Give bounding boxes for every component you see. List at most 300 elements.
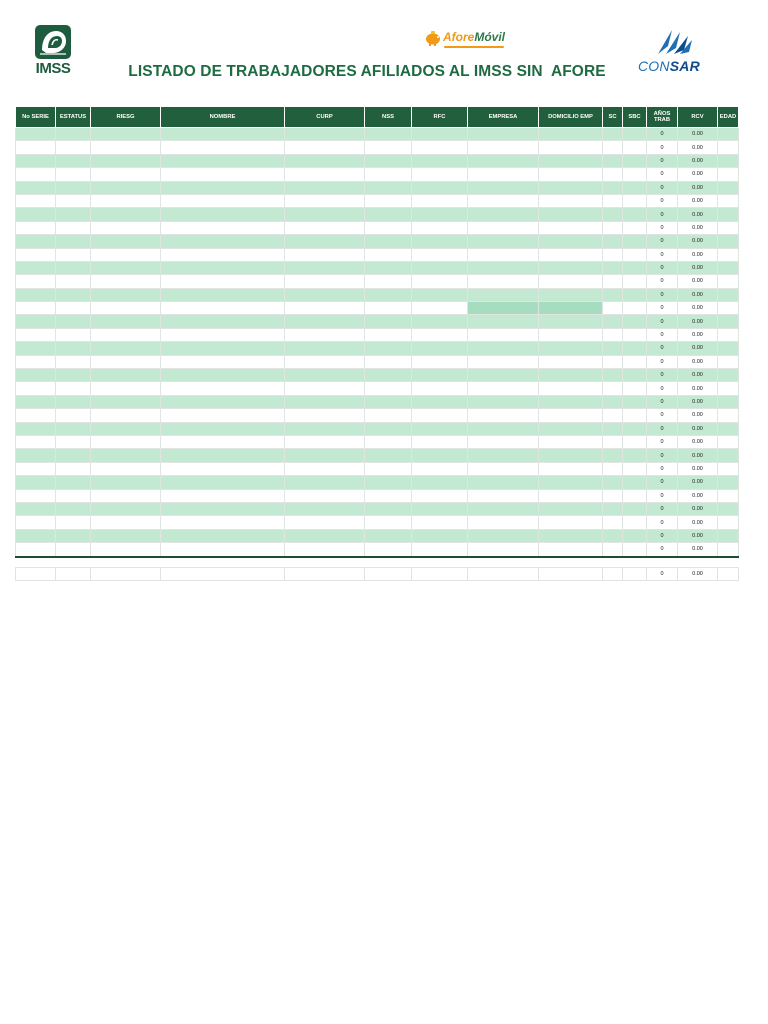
cell-rfc[interactable] <box>412 395 468 408</box>
cell-edad[interactable] <box>718 261 739 274</box>
cell-domicilio-emp[interactable] <box>539 221 603 234</box>
cell-no-serie[interactable] <box>16 141 56 154</box>
cell-empresa[interactable] <box>468 409 539 422</box>
cell-nss[interactable] <box>365 476 412 489</box>
cell-rcv[interactable]: 0.00 <box>678 462 718 475</box>
cell-domicilio-emp[interactable] <box>539 235 603 248</box>
cell-nombre[interactable] <box>161 181 285 194</box>
cell-sbc[interactable] <box>623 543 647 557</box>
cell-curp[interactable] <box>285 261 365 274</box>
cell-sbc[interactable] <box>623 154 647 167</box>
cell-no-serie[interactable] <box>16 328 56 341</box>
cell-nombre[interactable] <box>161 409 285 422</box>
cell-rfc[interactable] <box>412 154 468 167</box>
cell-no-serie[interactable] <box>16 395 56 408</box>
cell-riesg[interactable] <box>91 449 161 462</box>
cell-sbc[interactable] <box>623 502 647 515</box>
cell-no-serie[interactable] <box>16 275 56 288</box>
cell-riesg[interactable] <box>91 181 161 194</box>
cell-rcv[interactable]: 0.00 <box>678 181 718 194</box>
cell-sc[interactable] <box>603 221 623 234</box>
cell-edad[interactable] <box>718 355 739 368</box>
cell-sc[interactable] <box>603 261 623 274</box>
cell-curp[interactable] <box>285 302 365 315</box>
cell-riesg[interactable] <box>91 328 161 341</box>
cell-no-serie[interactable] <box>16 248 56 261</box>
cell-no-serie[interactable] <box>16 302 56 315</box>
cell-sc[interactable] <box>603 409 623 422</box>
cell-estatus[interactable] <box>56 194 91 207</box>
column-header-sbc[interactable]: SBC <box>623 107 647 128</box>
cell-curp[interactable] <box>285 128 365 141</box>
cell-empresa[interactable] <box>468 435 539 448</box>
cell-sc[interactable] <box>603 275 623 288</box>
cell-nss[interactable] <box>365 502 412 515</box>
cell-edad[interactable] <box>718 369 739 382</box>
cell-rcv[interactable]: 0.00 <box>678 194 718 207</box>
cell-empresa[interactable] <box>468 449 539 462</box>
cell-nss[interactable] <box>365 181 412 194</box>
cell-estatus[interactable] <box>56 489 91 502</box>
cell-empresa[interactable] <box>468 128 539 141</box>
cell-anos-trab[interactable]: 0 <box>647 181 678 194</box>
cell-domicilio-emp[interactable] <box>539 409 603 422</box>
cell-nss[interactable] <box>365 128 412 141</box>
cell-estatus[interactable] <box>56 382 91 395</box>
cell-sc[interactable] <box>603 168 623 181</box>
cell-riesg[interactable] <box>91 395 161 408</box>
cell-sbc[interactable] <box>623 315 647 328</box>
cell-empresa[interactable] <box>468 315 539 328</box>
cell-domicilio-emp[interactable] <box>539 502 603 515</box>
cell-estatus[interactable] <box>56 342 91 355</box>
cell-curp[interactable] <box>285 382 365 395</box>
cell-no-serie[interactable] <box>16 261 56 274</box>
cell-edad[interactable] <box>718 502 739 515</box>
cell-rfc[interactable] <box>412 369 468 382</box>
cell-edad[interactable] <box>718 543 739 557</box>
summary-cell[interactable] <box>623 568 647 581</box>
cell-estatus[interactable] <box>56 435 91 448</box>
cell-empresa[interactable] <box>468 235 539 248</box>
cell-estatus[interactable] <box>56 355 91 368</box>
cell-anos-trab[interactable]: 0 <box>647 342 678 355</box>
cell-nss[interactable] <box>365 248 412 261</box>
cell-rcv[interactable]: 0.00 <box>678 529 718 542</box>
cell-rfc[interactable] <box>412 489 468 502</box>
cell-sc[interactable] <box>603 315 623 328</box>
cell-nombre[interactable] <box>161 529 285 542</box>
cell-rcv[interactable]: 0.00 <box>678 382 718 395</box>
summary-cell[interactable] <box>539 568 603 581</box>
cell-estatus[interactable] <box>56 328 91 341</box>
cell-domicilio-emp[interactable] <box>539 302 603 315</box>
cell-nss[interactable] <box>365 355 412 368</box>
cell-anos-trab[interactable]: 0 <box>647 462 678 475</box>
cell-rfc[interactable] <box>412 409 468 422</box>
cell-no-serie[interactable] <box>16 462 56 475</box>
cell-empresa[interactable] <box>468 422 539 435</box>
cell-sbc[interactable] <box>623 342 647 355</box>
cell-rcv[interactable]: 0.00 <box>678 422 718 435</box>
cell-rfc[interactable] <box>412 342 468 355</box>
cell-nss[interactable] <box>365 261 412 274</box>
cell-sc[interactable] <box>603 516 623 529</box>
cell-nombre[interactable] <box>161 476 285 489</box>
cell-nss[interactable] <box>365 288 412 301</box>
cell-empresa[interactable] <box>468 328 539 341</box>
cell-rcv[interactable]: 0.00 <box>678 395 718 408</box>
cell-curp[interactable] <box>285 355 365 368</box>
column-header-estatus[interactable]: ESTATUS <box>56 107 91 128</box>
cell-nombre[interactable] <box>161 141 285 154</box>
cell-edad[interactable] <box>718 194 739 207</box>
cell-anos-trab[interactable]: 0 <box>647 489 678 502</box>
cell-rcv[interactable]: 0.00 <box>678 235 718 248</box>
cell-riesg[interactable] <box>91 409 161 422</box>
cell-nombre[interactable] <box>161 502 285 515</box>
cell-no-serie[interactable] <box>16 221 56 234</box>
cell-estatus[interactable] <box>56 315 91 328</box>
column-header-edad[interactable]: EDAD <box>718 107 739 128</box>
cell-domicilio-emp[interactable] <box>539 382 603 395</box>
cell-no-serie[interactable] <box>16 502 56 515</box>
cell-anos-trab[interactable]: 0 <box>647 422 678 435</box>
cell-no-serie[interactable] <box>16 422 56 435</box>
cell-estatus[interactable] <box>56 221 91 234</box>
cell-rcv[interactable]: 0.00 <box>678 342 718 355</box>
cell-rfc[interactable] <box>412 128 468 141</box>
column-header-riesg[interactable]: RIESG <box>91 107 161 128</box>
cell-sc[interactable] <box>603 382 623 395</box>
cell-edad[interactable] <box>718 409 739 422</box>
cell-nombre[interactable] <box>161 154 285 167</box>
cell-riesg[interactable] <box>91 369 161 382</box>
cell-domicilio-emp[interactable] <box>539 141 603 154</box>
cell-nss[interactable] <box>365 275 412 288</box>
cell-empresa[interactable] <box>468 302 539 315</box>
cell-riesg[interactable] <box>91 489 161 502</box>
cell-empresa[interactable] <box>468 288 539 301</box>
cell-estatus[interactable] <box>56 275 91 288</box>
cell-edad[interactable] <box>718 141 739 154</box>
cell-sc[interactable] <box>603 355 623 368</box>
cell-sbc[interactable] <box>623 275 647 288</box>
cell-rfc[interactable] <box>412 355 468 368</box>
cell-sc[interactable] <box>603 141 623 154</box>
cell-sc[interactable] <box>603 369 623 382</box>
cell-empresa[interactable] <box>468 275 539 288</box>
cell-nombre[interactable] <box>161 235 285 248</box>
cell-sc[interactable] <box>603 288 623 301</box>
cell-curp[interactable] <box>285 409 365 422</box>
cell-domicilio-emp[interactable] <box>539 516 603 529</box>
cell-rfc[interactable] <box>412 275 468 288</box>
cell-nss[interactable] <box>365 221 412 234</box>
cell-anos-trab[interactable]: 0 <box>647 382 678 395</box>
cell-empresa[interactable] <box>468 194 539 207</box>
cell-curp[interactable] <box>285 141 365 154</box>
cell-curp[interactable] <box>285 208 365 221</box>
cell-edad[interactable] <box>718 248 739 261</box>
cell-sbc[interactable] <box>623 141 647 154</box>
cell-sbc[interactable] <box>623 261 647 274</box>
cell-edad[interactable] <box>718 181 739 194</box>
cell-rfc[interactable] <box>412 435 468 448</box>
cell-no-serie[interactable] <box>16 288 56 301</box>
column-header-no-serie[interactable]: No SERIE <box>16 107 56 128</box>
cell-domicilio-emp[interactable] <box>539 181 603 194</box>
cell-edad[interactable] <box>718 168 739 181</box>
cell-anos-trab[interactable]: 0 <box>647 543 678 557</box>
cell-riesg[interactable] <box>91 235 161 248</box>
cell-anos-trab[interactable]: 0 <box>647 355 678 368</box>
cell-riesg[interactable] <box>91 315 161 328</box>
cell-domicilio-emp[interactable] <box>539 315 603 328</box>
cell-empresa[interactable] <box>468 141 539 154</box>
cell-no-serie[interactable] <box>16 476 56 489</box>
cell-sc[interactable] <box>603 489 623 502</box>
cell-empresa[interactable] <box>468 221 539 234</box>
cell-curp[interactable] <box>285 476 365 489</box>
cell-anos-trab[interactable]: 0 <box>647 235 678 248</box>
cell-nss[interactable] <box>365 529 412 542</box>
cell-domicilio-emp[interactable] <box>539 328 603 341</box>
cell-rcv[interactable]: 0.00 <box>678 449 718 462</box>
cell-riesg[interactable] <box>91 194 161 207</box>
cell-rcv[interactable]: 0.00 <box>678 288 718 301</box>
cell-nombre[interactable] <box>161 128 285 141</box>
cell-anos-trab[interactable]: 0 <box>647 208 678 221</box>
cell-anos-trab[interactable]: 0 <box>647 502 678 515</box>
cell-curp[interactable] <box>285 489 365 502</box>
cell-rcv[interactable]: 0.00 <box>678 489 718 502</box>
cell-sc[interactable] <box>603 502 623 515</box>
cell-domicilio-emp[interactable] <box>539 369 603 382</box>
column-header-nombre[interactable]: NOMBRE <box>161 107 285 128</box>
cell-no-serie[interactable] <box>16 435 56 448</box>
cell-sc[interactable] <box>603 543 623 557</box>
cell-curp[interactable] <box>285 194 365 207</box>
cell-sbc[interactable] <box>623 462 647 475</box>
cell-estatus[interactable] <box>56 261 91 274</box>
cell-empresa[interactable] <box>468 154 539 167</box>
cell-rcv[interactable]: 0.00 <box>678 328 718 341</box>
cell-domicilio-emp[interactable] <box>539 128 603 141</box>
cell-no-serie[interactable] <box>16 543 56 557</box>
column-header-nss[interactable]: NSS <box>365 107 412 128</box>
cell-anos-trab[interactable]: 0 <box>647 248 678 261</box>
cell-edad[interactable] <box>718 302 739 315</box>
cell-nss[interactable] <box>365 168 412 181</box>
cell-domicilio-emp[interactable] <box>539 489 603 502</box>
cell-edad[interactable] <box>718 128 739 141</box>
cell-edad[interactable] <box>718 476 739 489</box>
cell-nombre[interactable] <box>161 288 285 301</box>
cell-anos-trab[interactable]: 0 <box>647 288 678 301</box>
cell-edad[interactable] <box>718 288 739 301</box>
cell-curp[interactable] <box>285 221 365 234</box>
cell-domicilio-emp[interactable] <box>539 261 603 274</box>
cell-rfc[interactable] <box>412 543 468 557</box>
cell-sbc[interactable] <box>623 382 647 395</box>
cell-empresa[interactable] <box>468 208 539 221</box>
summary-cell[interactable] <box>468 568 539 581</box>
cell-nombre[interactable] <box>161 261 285 274</box>
cell-nss[interactable] <box>365 516 412 529</box>
cell-no-serie[interactable] <box>16 168 56 181</box>
cell-nombre[interactable] <box>161 328 285 341</box>
cell-no-serie[interactable] <box>16 154 56 167</box>
cell-nombre[interactable] <box>161 516 285 529</box>
cell-anos-trab[interactable]: 0 <box>647 302 678 315</box>
cell-curp[interactable] <box>285 248 365 261</box>
cell-sbc[interactable] <box>623 221 647 234</box>
cell-empresa[interactable] <box>468 462 539 475</box>
cell-curp[interactable] <box>285 342 365 355</box>
cell-domicilio-emp[interactable] <box>539 275 603 288</box>
cell-nombre[interactable] <box>161 369 285 382</box>
cell-rcv[interactable]: 0.00 <box>678 315 718 328</box>
column-header-domicilio-emp[interactable]: DOMICILIO EMP <box>539 107 603 128</box>
cell-riesg[interactable] <box>91 208 161 221</box>
cell-nombre[interactable] <box>161 382 285 395</box>
cell-rcv[interactable]: 0.00 <box>678 248 718 261</box>
cell-anos-trab[interactable]: 0 <box>647 435 678 448</box>
cell-sc[interactable] <box>603 154 623 167</box>
cell-edad[interactable] <box>718 516 739 529</box>
cell-edad[interactable] <box>718 422 739 435</box>
cell-curp[interactable] <box>285 275 365 288</box>
cell-rfc[interactable] <box>412 181 468 194</box>
cell-riesg[interactable] <box>91 529 161 542</box>
cell-rcv[interactable]: 0.00 <box>678 275 718 288</box>
cell-no-serie[interactable] <box>16 449 56 462</box>
summary-cell[interactable] <box>285 568 365 581</box>
cell-nombre[interactable] <box>161 275 285 288</box>
cell-domicilio-emp[interactable] <box>539 208 603 221</box>
cell-rfc[interactable] <box>412 315 468 328</box>
cell-estatus[interactable] <box>56 369 91 382</box>
summary-rcv-cell[interactable]: 0.00 <box>678 568 718 581</box>
cell-curp[interactable] <box>285 516 365 529</box>
cell-riesg[interactable] <box>91 141 161 154</box>
cell-no-serie[interactable] <box>16 128 56 141</box>
cell-nombre[interactable] <box>161 315 285 328</box>
column-header-rcv[interactable]: RCV <box>678 107 718 128</box>
cell-sc[interactable] <box>603 342 623 355</box>
cell-nombre[interactable] <box>161 543 285 557</box>
cell-estatus[interactable] <box>56 422 91 435</box>
cell-rfc[interactable] <box>412 382 468 395</box>
cell-sbc[interactable] <box>623 435 647 448</box>
summary-cell[interactable] <box>16 568 56 581</box>
cell-estatus[interactable] <box>56 476 91 489</box>
cell-riesg[interactable] <box>91 543 161 557</box>
cell-estatus[interactable] <box>56 529 91 542</box>
cell-nss[interactable] <box>365 422 412 435</box>
cell-rcv[interactable]: 0.00 <box>678 208 718 221</box>
cell-curp[interactable] <box>285 502 365 515</box>
cell-sbc[interactable] <box>623 302 647 315</box>
cell-domicilio-emp[interactable] <box>539 476 603 489</box>
cell-riesg[interactable] <box>91 516 161 529</box>
cell-curp[interactable] <box>285 369 365 382</box>
cell-anos-trab[interactable]: 0 <box>647 141 678 154</box>
cell-nombre[interactable] <box>161 489 285 502</box>
cell-rcv[interactable]: 0.00 <box>678 302 718 315</box>
cell-sbc[interactable] <box>623 248 647 261</box>
cell-rcv[interactable]: 0.00 <box>678 128 718 141</box>
cell-sbc[interactable] <box>623 409 647 422</box>
cell-sc[interactable] <box>603 328 623 341</box>
cell-curp[interactable] <box>285 288 365 301</box>
cell-nss[interactable] <box>365 449 412 462</box>
cell-rfc[interactable] <box>412 141 468 154</box>
cell-rfc[interactable] <box>412 462 468 475</box>
cell-empresa[interactable] <box>468 543 539 557</box>
cell-nss[interactable] <box>365 382 412 395</box>
cell-rcv[interactable]: 0.00 <box>678 261 718 274</box>
cell-nss[interactable] <box>365 315 412 328</box>
cell-no-serie[interactable] <box>16 529 56 542</box>
cell-empresa[interactable] <box>468 502 539 515</box>
cell-curp[interactable] <box>285 529 365 542</box>
cell-domicilio-emp[interactable] <box>539 435 603 448</box>
cell-nombre[interactable] <box>161 221 285 234</box>
cell-nombre[interactable] <box>161 194 285 207</box>
cell-rfc[interactable] <box>412 502 468 515</box>
column-header-curp[interactable]: CURP <box>285 107 365 128</box>
cell-riesg[interactable] <box>91 302 161 315</box>
cell-edad[interactable] <box>718 342 739 355</box>
cell-empresa[interactable] <box>468 355 539 368</box>
cell-curp[interactable] <box>285 328 365 341</box>
cell-rcv[interactable]: 0.00 <box>678 168 718 181</box>
cell-estatus[interactable] <box>56 409 91 422</box>
cell-anos-trab[interactable]: 0 <box>647 168 678 181</box>
cell-anos-trab[interactable]: 0 <box>647 328 678 341</box>
column-header-rfc[interactable]: RFC <box>412 107 468 128</box>
cell-nombre[interactable] <box>161 355 285 368</box>
cell-nombre[interactable] <box>161 342 285 355</box>
cell-edad[interactable] <box>718 221 739 234</box>
cell-curp[interactable] <box>285 435 365 448</box>
cell-sbc[interactable] <box>623 449 647 462</box>
cell-no-serie[interactable] <box>16 355 56 368</box>
cell-anos-trab[interactable]: 0 <box>647 261 678 274</box>
cell-edad[interactable] <box>718 208 739 221</box>
cell-domicilio-emp[interactable] <box>539 168 603 181</box>
cell-anos-trab[interactable]: 0 <box>647 315 678 328</box>
cell-anos-trab[interactable]: 0 <box>647 395 678 408</box>
cell-sc[interactable] <box>603 422 623 435</box>
cell-sbc[interactable] <box>623 476 647 489</box>
cell-sbc[interactable] <box>623 529 647 542</box>
cell-estatus[interactable] <box>56 395 91 408</box>
cell-riesg[interactable] <box>91 435 161 448</box>
cell-rfc[interactable] <box>412 194 468 207</box>
cell-empresa[interactable] <box>468 382 539 395</box>
cell-nss[interactable] <box>365 435 412 448</box>
cell-nombre[interactable] <box>161 395 285 408</box>
summary-cell[interactable] <box>718 568 739 581</box>
cell-no-serie[interactable] <box>16 382 56 395</box>
cell-nombre[interactable] <box>161 435 285 448</box>
cell-sc[interactable] <box>603 462 623 475</box>
cell-anos-trab[interactable]: 0 <box>647 275 678 288</box>
cell-curp[interactable] <box>285 395 365 408</box>
